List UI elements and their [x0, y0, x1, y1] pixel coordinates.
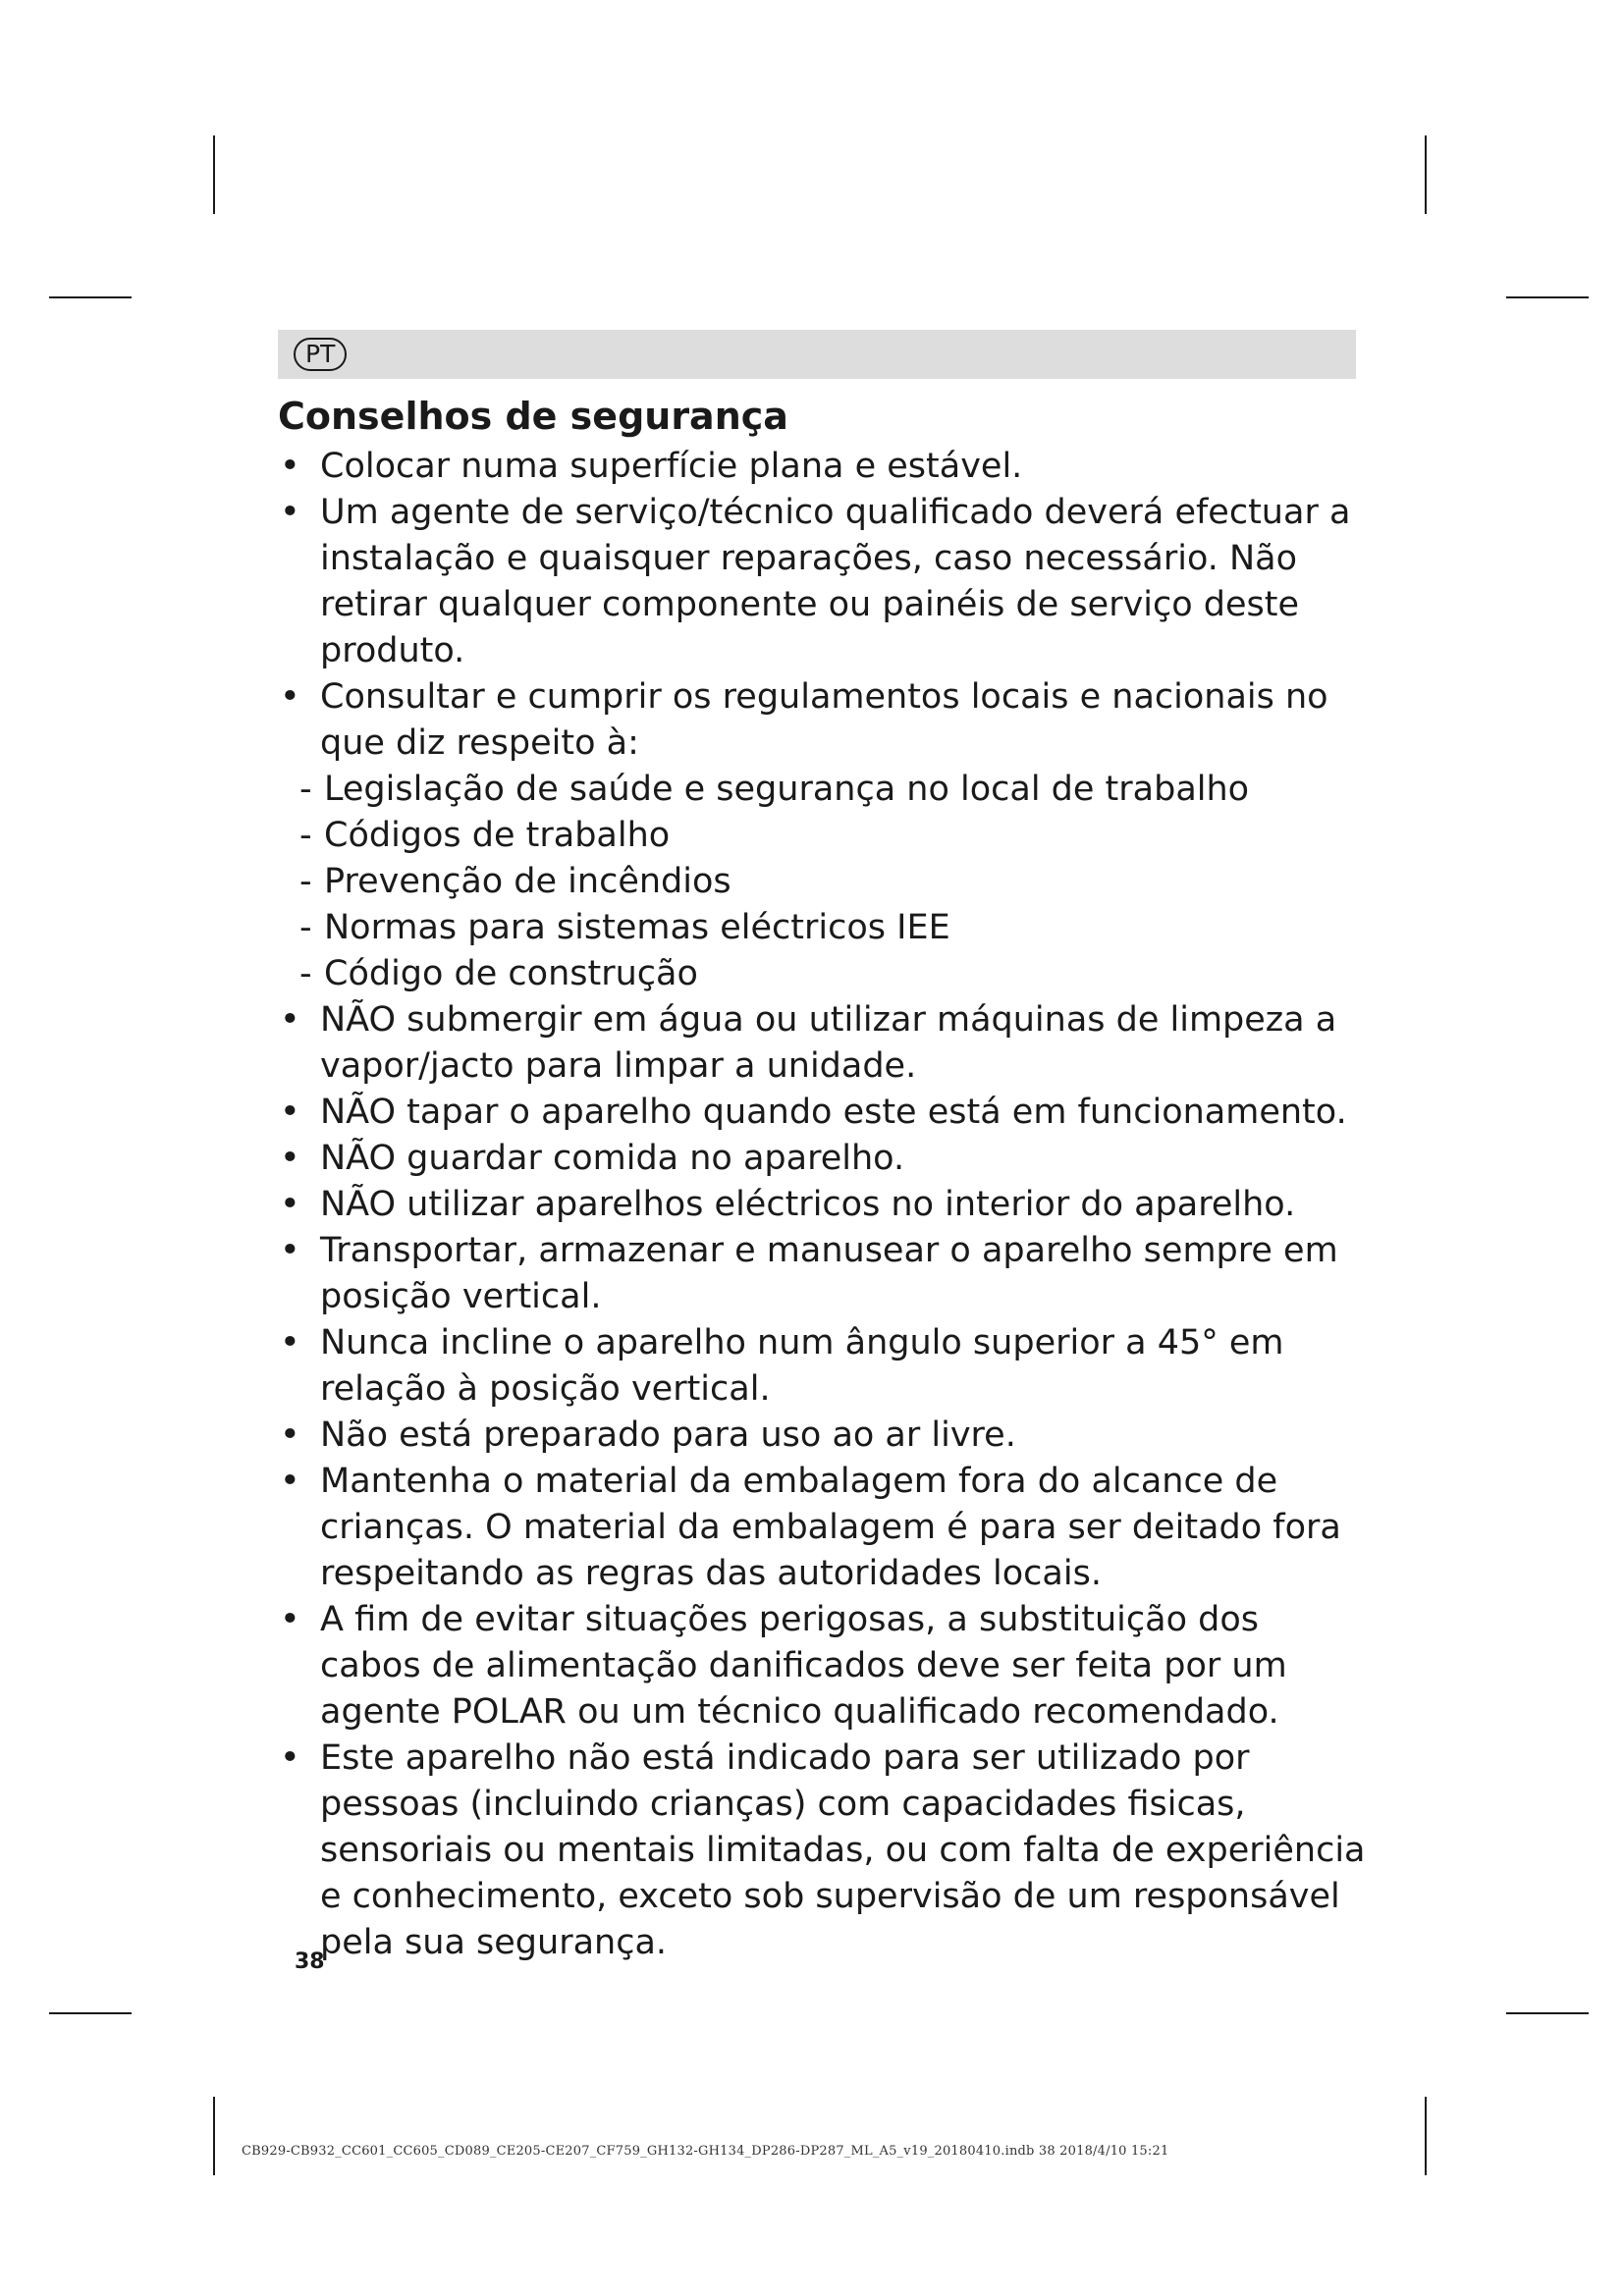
crop-mark-top-left [213, 135, 215, 214]
crop-mark-top-right [1425, 135, 1427, 214]
crop-mark-bottom-right [1425, 2097, 1427, 2175]
bullet-item: • Um agente de serviço/técnico qualificado deverá efectuar a instalação e quaisquer reparações, caso necessário. Não retirar qualquer componente ou painéis de serviço deste produto. [278, 490, 1368, 674]
bullet-item: • Não está preparado para uso ao ar livre. [278, 1413, 1368, 1459]
bullet-item: • Transportar, armazenar e manusear o aparelho sempre em posição vertical. [278, 1228, 1368, 1320]
sub-item: - Legislação de saúde e segurança no local de trabalho [278, 767, 1368, 813]
page-number: 38 [295, 1949, 325, 1974]
sub-item: - Normas para sistemas eléctricos IEE [278, 905, 1368, 951]
safety-advice-section [278, 393, 1368, 1966]
sub-item: - Prevenção de incêndios [278, 859, 1368, 905]
crop-mark-left-upper [49, 296, 132, 298]
bullet-item: • NÃO tapar o aparelho quando este está em funcionamento. [278, 1090, 1368, 1136]
bullet-item: • NÃO utilizar aparelhos eléctricos no interior do aparelho. [278, 1182, 1368, 1228]
bullet-item: • NÃO guardar comida no aparelho. [278, 1136, 1368, 1182]
bullet-item: • Nunca incline o aparelho num ângulo superior a 45° em relação à posição vertical. [278, 1320, 1368, 1413]
crop-mark-bottom-left [213, 2097, 215, 2175]
safety-list [278, 444, 1368, 1966]
bullet-item: • Consultar e cumprir os regulamentos locais e nacionais no que diz respeito à: [278, 674, 1368, 767]
bullet-item: • Este aparelho não está indicado para ser utilizado por pessoas (incluindo crianças) com capacidades fisicas, sensoriais ou mentais limitadas, ou com falta de experiência e conhecimento, exceto sob supervisão de um responsável pela sua segurança. [278, 1735, 1368, 1966]
sub-item: - Código de construção [278, 951, 1368, 997]
crop-mark-left-lower [49, 2012, 132, 2014]
language-badge: PT [294, 338, 347, 371]
bullet-item: • Mantenha o material da embalagem fora do alcance de crianças. O material da embalagem é para ser deitado fora respeitando as regras das autoridades locais. [278, 1459, 1368, 1597]
bullet-item: • A fim de evitar situações perigosas, a substituição dos cabos de alimentação danificados deve ser feita por um agente POLAR ou um técnico qualificado recomendado. [278, 1597, 1368, 1735]
print-info: CB929-CB932_CC601_CC605_CD089_CE205-CE207_CF759_GH132-GH134_DP286-DP287_ML_A5_v19_20180410.indb 38 2018/4/10 15:21 [242, 2144, 1169, 2159]
crop-mark-right-upper [1506, 296, 1589, 298]
crop-mark-right-lower [1506, 2012, 1589, 2014]
bullet-item: • NÃO submergir em água ou utilizar máquinas de limpeza a vapor/jacto para limpar a unidade. [278, 997, 1368, 1090]
bullet-item: • Colocar numa superfície plana e estável. [278, 444, 1368, 490]
sub-item: - Códigos de trabalho [278, 813, 1368, 859]
section-title: Conselhos de segurança [278, 395, 788, 438]
language-bar [278, 330, 1356, 379]
